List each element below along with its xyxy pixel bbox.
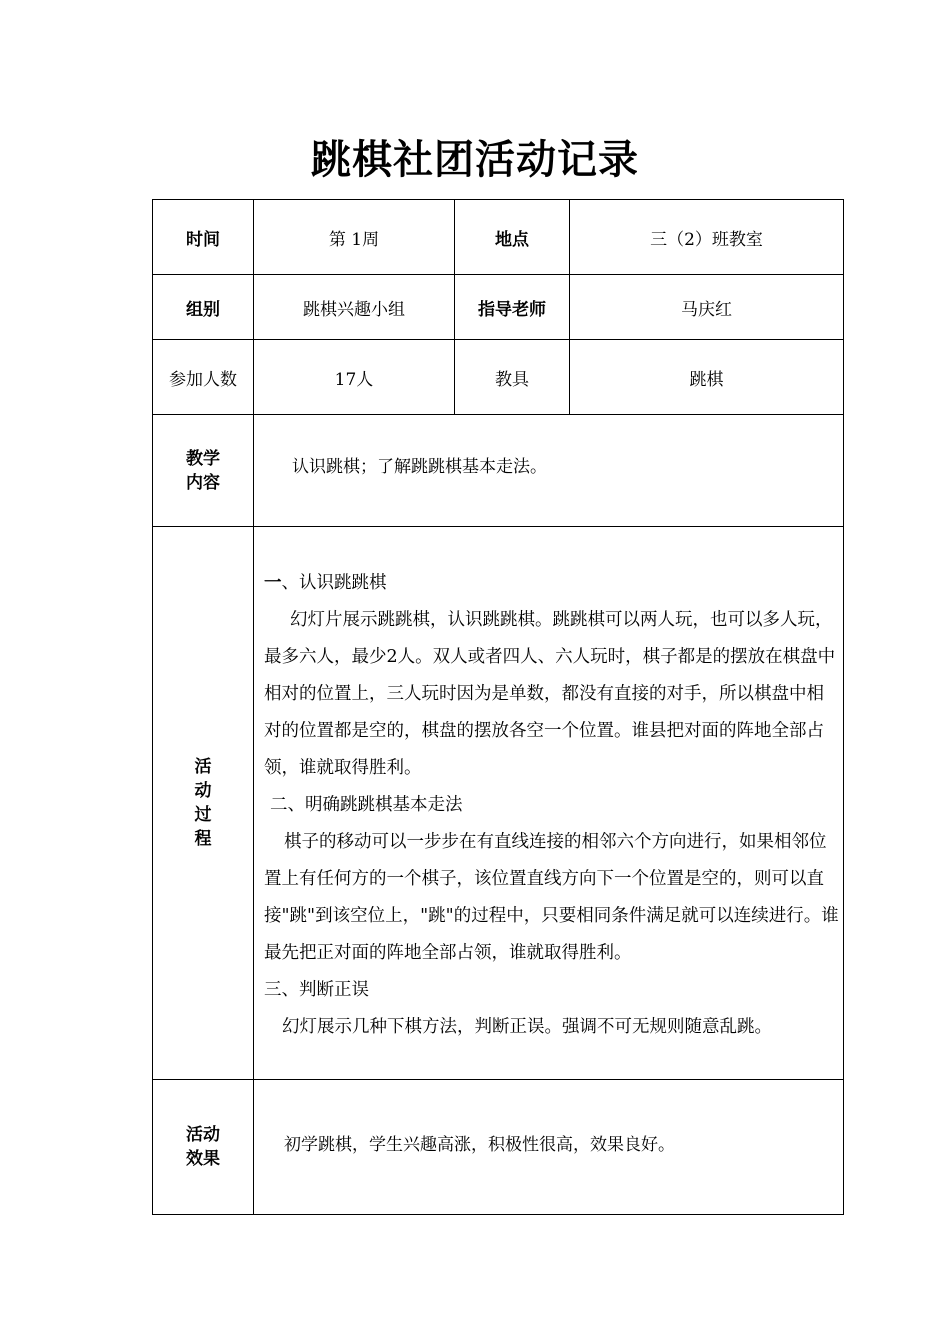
page-title: 跳棋社团活动记录 xyxy=(311,136,639,183)
group-label: 组别 xyxy=(153,275,254,340)
row-participants-tools xyxy=(153,340,844,415)
time-label: 时间 xyxy=(153,200,254,275)
place-value: 三（2）班教室 xyxy=(570,200,844,275)
tools-value: 跳棋 xyxy=(570,340,844,415)
section-1-body: 幻灯片展示跳跳棋，认识跳跳棋。跳跳棋可以两人玩，也可以多人玩，最多六人，最少2人。双人或者四人、六人玩时，棋子都是的摆放在棋盘中相对的位置上，三人玩时因为是单数，都没有直接的对手，所以棋盘中相对的位置都是空的，棋盘的摆放各空一个位置。谁县把对面的阵地全部占领，谁就取得胜利。 xyxy=(264,610,836,778)
activity-process-label: 活 动 过 程 xyxy=(153,527,254,1080)
participants-label: 参加人数 xyxy=(153,340,254,415)
place-label: 地点 xyxy=(455,200,570,275)
row-activity-process xyxy=(153,527,844,1080)
section-2-heading: 二、明确跳跳棋基本走法 xyxy=(270,795,463,815)
section-3-body: 幻灯展示几种下棋方法，判断正误。强调不可无规则随意乱跳。 xyxy=(282,1017,772,1037)
participants-value: 17人 xyxy=(254,340,455,415)
teacher-label: 指导老师 xyxy=(455,275,570,340)
section-3-heading: 三、判断正误 xyxy=(264,980,369,1000)
activity-process-content xyxy=(254,527,844,1080)
teacher-value: 马庆红 xyxy=(570,275,844,340)
group-value: 跳棋兴趣小组 xyxy=(254,275,455,340)
activity-effect-text: 初学跳棋，学生兴趣高涨，积极性很高，效果良好。 xyxy=(254,1080,844,1215)
activity-record-table xyxy=(152,199,844,1215)
activity-effect-label: 活动 效果 xyxy=(153,1080,254,1215)
teaching-content-label: 教学 内容 xyxy=(153,415,254,527)
row-group-teacher xyxy=(153,275,844,340)
row-teaching-content xyxy=(153,415,844,527)
teaching-content-text: 认识跳棋；了解跳跳棋基本走法。 xyxy=(254,415,844,527)
time-value: 第 1周 xyxy=(254,200,455,275)
row-time-place xyxy=(153,200,844,275)
section-2-body: 棋子的移动可以一步步在有直线连接的相邻六个方向进行，如果相邻位置上有任何方的一个棋子，该位置直线方向下一个位置是空的，则可以直接"跳"到该空位上，"跳"的过程中，只要相同条件满足就可以连续进行。谁最先把正对面的阵地全部占领，谁就取得胜利。 xyxy=(264,832,839,963)
tools-label: 教具 xyxy=(455,340,570,415)
row-activity-effect xyxy=(153,1080,844,1215)
section-1-heading: 一、认识跳跳棋 xyxy=(264,573,387,593)
